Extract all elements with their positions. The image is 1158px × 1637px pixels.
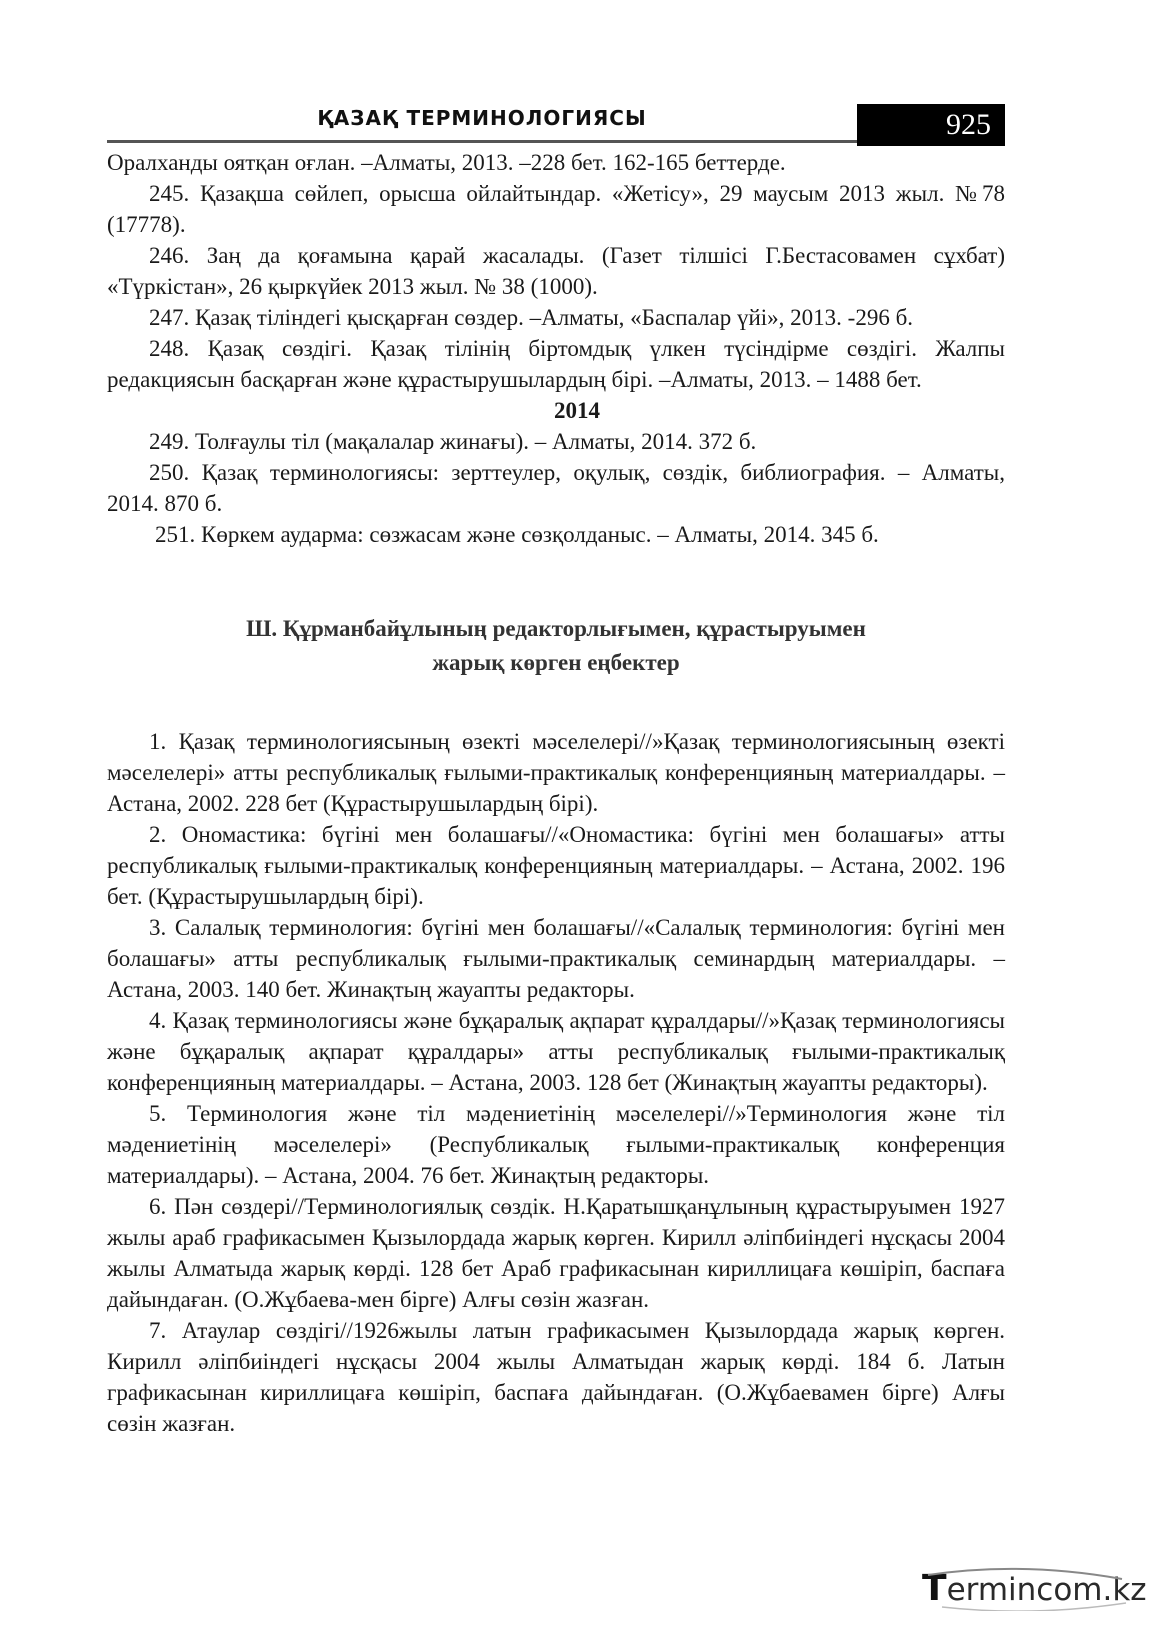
edited-item-4: 4. Қазақ терминологиясы және бұқаралық ақпарат құралдары//»Қазақ терминологиясы және бұқаралық ақпарат құралдары» атты республикалық ғылыми-практикалық конференцияның материалдары. – Астана, 2003. 128 бет (Жинақтың жауапты редакторы). <box>107 1008 1005 1095</box>
section-heading-line-2: жарық көрген еңбектер <box>432 650 680 675</box>
entry-245: 245. Қазақша сөйлеп, орысша ойлайтындар. «Жетісу», 29 маусым 2013 жыл. №78 (17778). <box>107 181 1005 237</box>
edited-item-2: 2. Ономастика: бүгіні мен болашағы//«Ономастика: бүгіні мен болашағы» атты республикалық ғылыми-практикалық конференцияның материалдары. – Астана, 2002. 196 бет. (Құрастырушылардың бірі). <box>107 822 1005 909</box>
watermark-t: T <box>922 1568 947 1609</box>
entry-247: 247. Қазақ тіліндегі қысқарған сөздер. –Алматы, «Баспалар үйі», 2013. -296 б. <box>149 305 914 330</box>
entry-249: 249. Толғаулы тіл (мақалалар жинағы). – Алматы, 2014. 372 б. <box>149 429 757 454</box>
page-body <box>107 147 1005 1439</box>
section-heading-line-1: Ш. Құрманбайұлының редакторлығымен, құрастыруымен <box>246 616 866 641</box>
edited-item-5: 5. Терминология және тіл мәдениетінің мәселелері//»Терминология және тіл мәдениетінің мәселелері» (Республикалық ғылыми-практикалық конференция материалдары). – Астана, 2004. 76 бет. Жинақтың редакторы. <box>107 1101 1005 1188</box>
watermark-text: ermincom.kz <box>946 1572 1147 1608</box>
running-title: ҚАЗАҚ ТЕРМИНОЛОГИЯСЫ <box>317 106 647 130</box>
edited-item-1: 1. Қазақ терминологиясының өзекті мәселелері//»Қазақ терминологиясының өзекті мәселелері» атты республикалық ғылыми-практикалық конференцияның материалдары. – Астана, 2002. 228 бет (Құрастырушылардың бірі). <box>107 729 1005 816</box>
section-heading <box>107 612 1005 680</box>
termincom-watermark <box>922 1567 1147 1611</box>
edited-item-6: 6. Пән сөздері//Терминологиялық сөздік. Н.Қаратышқанұлының құрастыруымен 1927 жылы араб графикасымен Қызылордада жарық көрген. Кирилл әліпбиіндегі нұсқасы 2004 жылы Алматыда жарық көрді. 128 бет Араб графикасынан кириллицаға көшіріп, баспаға дайындаған. (О.Жұбаева-мен бірге) Алғы сөзін жазған. <box>107 1194 1005 1312</box>
edited-item-3: 3. Салалық терминология: бүгіні мен болашағы//«Салалық терминология: бүгіні мен болашағы» атты республикалық ғылыми-практикалық семинардың материалдары. – Астана, 2003. 140 бет. Жинақтың жауапты редакторы. <box>107 915 1005 1002</box>
entry-250: 250. Қазақ терминологиясы: зерттеулер, оқулық, сөздік, библиография. – Алматы, 2014. 870 б. <box>107 460 1005 516</box>
page-header <box>107 104 1005 146</box>
header-rule <box>107 140 857 143</box>
page-number: 925 <box>946 108 991 141</box>
continuation-line: Оралханды оятқан оғлан. –Алматы, 2013. –228 бет. 162-165 беттерде. <box>107 150 786 175</box>
edited-item-7: 7. Атаулар сөздігі//1926жылы латын графикасымен Қызылордада жарық көрген. Кирилл әліпбиіндегі нұсқасы 2004 жылы Алматыдан жарық көрді. 184 б. Латын графикасынан кириллицаға көшіріп, баспаға дайындаған. (О.Жұбаевамен бірге) Алғы сөзін жазған. <box>107 1318 1005 1436</box>
entry-248: 248. Қазақ сөздігі. Қазақ тілінің біртомдық үлкен түсіндірме сөздігі. Жалпы редакциясын басқарған және құрастырушылардың бірі. –Алматы, 2013. – 1488 бет. <box>107 336 1005 392</box>
entry-251: 251. Көркем аударма: сөзжасам және сөзқолданыс. – Алматы, 2014. 345 б. <box>155 522 879 547</box>
page-number-box <box>857 104 1005 146</box>
year-heading-2014: 2014 <box>554 398 600 423</box>
entry-246: 246. Заң да қоғамына қарай жасалады. (Газет тілшісі Г.Бестасовамен сұхбат) «Түркістан», 26 қыркүйек 2013 жыл. № 38 (1000). <box>107 243 1005 299</box>
